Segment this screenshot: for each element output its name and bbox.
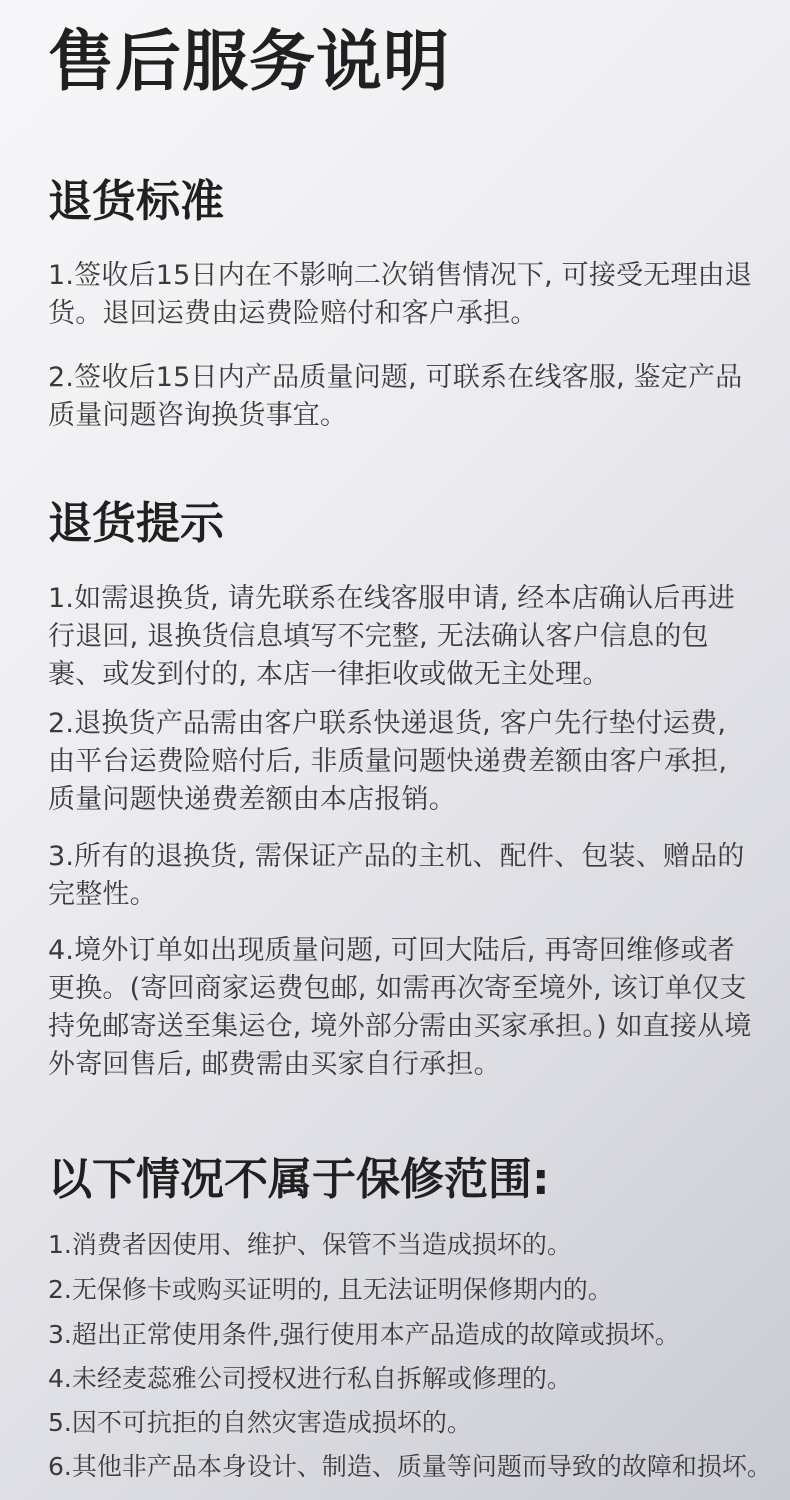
warranty-exclusion-item-6: 6.其他非产品本身设计、制造、质量等问题而导致的故障和损坏。 [48, 1452, 772, 1481]
warranty-exclusion-item-3: 3.超出正常使用条件,强行使用本产品造成的故障或损坏。 [48, 1320, 680, 1349]
return-tips-paragraph-2: 2.退换货产品需由客户联系快递退货, 客户先行垫付运费, 由平台运费险赔付后, 非质量问题快递费差额由客户承担, 质量问题快递费差额由本店报销。 [48, 708, 728, 815]
warranty-exclusion-item-2: 2.无保修卡或购买证明的, 且无法证明保修期内的。 [48, 1275, 613, 1304]
warranty-exclusion-item-5: 5.因不可抗拒的自然灾害造成损坏的。 [48, 1408, 472, 1437]
warranty-exclusion-item-4: 4.未经麦蕊雅公司授权进行私自拆解或修理的。 [48, 1364, 572, 1393]
warranty-exclusion-item-1: 1.消费者因使用、维护、保管不当造成损坏的。 [48, 1230, 572, 1259]
return-standard-paragraph-2: 2.签收后15日内产品质量问题, 可联系在线客服, 鉴定产品质量问题咨询换货事宜。 [48, 362, 743, 431]
return-tips-paragraph-4: 4.境外订单如出现质量问题, 可回大陆后, 再寄回维修或者更换。(寄回商家运费包邮, 如需再次寄至境外, 该订单仅支持免邮寄送至集运仓, 境外部分需由买家承担。) 如直接从境外寄回售后, 邮费需由买家自行承担。 [48, 935, 752, 1080]
return-tips-paragraph-3: 3.所有的退换货, 需保证产品的主机、配件、包装、赠品的完整性。 [48, 841, 745, 910]
section-heading-return-standard: 退货标准 [48, 176, 224, 227]
section-heading-return-tips: 退货提示 [48, 498, 224, 549]
page-title: 售后服务说明 [48, 23, 450, 100]
section-heading-warranty-exclusions: 以下情况不属于保修范围: [48, 1154, 550, 1205]
return-standard-paragraph-1: 1.签收后15日内在不影响二次销售情况下, 可接受无理由退货。退回运费由运费险赔付和客户承担。 [48, 260, 753, 329]
return-tips-paragraph-1: 1.如需退换货, 请先联系在线客服申请, 经本店确认后再进行退回, 退换货信息填写不完整, 无法确认客户信息的包裹、或发到付的, 本店一律拒收或做无主处理。 [48, 583, 735, 690]
